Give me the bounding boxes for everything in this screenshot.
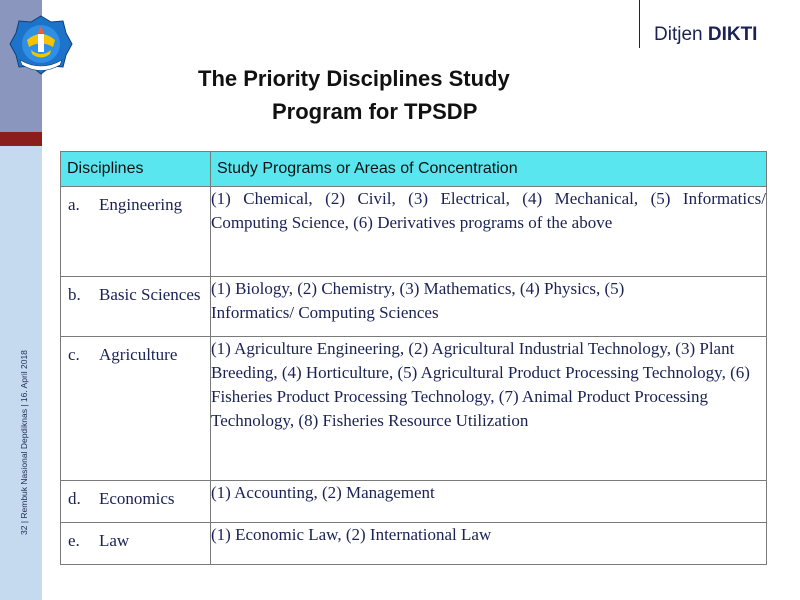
discipline-name: Engineering bbox=[99, 195, 183, 214]
discipline-name: Agriculture bbox=[99, 345, 178, 364]
discipline-name: Law bbox=[99, 531, 130, 550]
programs-cell: (1) Economic Law, (2) International Law bbox=[211, 523, 767, 565]
slide-title bbox=[180, 62, 600, 128]
row-letter: b. bbox=[68, 285, 81, 304]
tut-wuri-handayani-emblem-icon bbox=[9, 14, 73, 80]
title-line-1: The Priority Disciplines Study bbox=[198, 66, 510, 91]
table-row bbox=[61, 187, 767, 277]
header-divider bbox=[639, 0, 640, 48]
brand-prefix: Ditjen bbox=[654, 24, 703, 45]
programs-cell: (1) Chemical, (2) Civil, (3) Electrical, (4) Mechanical, (5) Informatics/ Computing Science, (6) Derivatives programs of the above bbox=[211, 187, 767, 277]
discipline-cell bbox=[61, 337, 211, 481]
table-row bbox=[61, 523, 767, 565]
table-row bbox=[61, 337, 767, 481]
discipline-cell bbox=[61, 523, 211, 565]
header-study-programs: Study Programs or Areas of Concentration bbox=[211, 152, 767, 187]
disciplines-table bbox=[60, 151, 767, 565]
table-row bbox=[61, 481, 767, 523]
table-header-row bbox=[61, 152, 767, 187]
title-line-2: Program for TPSDP bbox=[272, 99, 478, 124]
discipline-name: Economics bbox=[99, 489, 175, 508]
discipline-name: Basic Sciences bbox=[99, 285, 201, 304]
discipline-cell bbox=[61, 481, 211, 523]
table-row bbox=[61, 277, 767, 337]
programs-cell: (1) Biology, (2) Chemistry, (3) Mathematics, (4) Physics, (5) Informatics/ Computing Sciences bbox=[211, 277, 767, 337]
row-letter: a. bbox=[68, 195, 80, 214]
footer-slide-info: 32 | Rembuk Nasional Depdiknas | 16. April 2018 bbox=[19, 350, 29, 535]
brand-name: DIKTI bbox=[707, 24, 758, 45]
sidebar-accent-band bbox=[0, 132, 42, 146]
row-letter: d. bbox=[68, 489, 81, 508]
header-disciplines: Disciplines bbox=[61, 152, 211, 187]
discipline-cell bbox=[61, 187, 211, 277]
row-letter: c. bbox=[68, 345, 80, 364]
programs-cell: (1) Agriculture Engineering, (2) Agricultural Industrial Technology, (3) Plant Breeding, (4) Horticulture, (5) Agricultural Product Processing Technology, (6) Fisheries Product Processing Technology, (7) Animal Product Processing Technology, (8) Fisheries Resource Utilization bbox=[211, 337, 767, 481]
discipline-cell bbox=[61, 277, 211, 337]
row-letter: e. bbox=[68, 531, 80, 550]
header-brand bbox=[654, 24, 757, 46]
programs-cell: (1) Accounting, (2) Management bbox=[211, 481, 767, 523]
